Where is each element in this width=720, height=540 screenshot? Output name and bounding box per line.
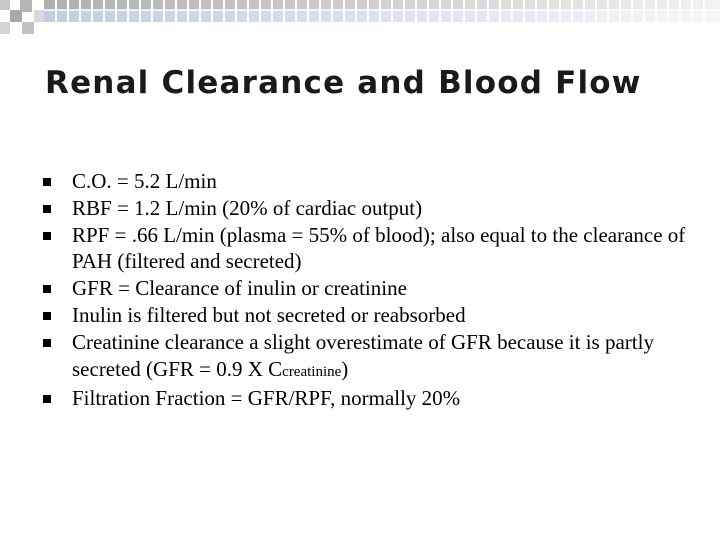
bullet-text: RBF = 1.2 L/min (20% of cardiac output) [72,195,423,220]
square-bullet-icon [43,395,51,403]
bullet-text: C.O. = 5.2 L/min [72,169,217,193]
bullet-item [40,275,700,302]
bullet-list [40,168,700,412]
square-bullet-icon [43,178,51,186]
bullet-item [40,168,700,195]
bullet-subscript: creatinine [282,363,342,380]
bullet-text: Inulin is filtered but not secreted or reabsorbed [72,302,466,327]
square-bullet-icon [43,312,51,320]
square-bullet-icon [43,285,51,293]
bullet-text: RPF = .66 L/min (plasma = 55% of blood); also equal to the clearance of PAH (filtered and secreted) [72,222,686,274]
bullet-text: Creatinine clearance a slight overestimate of GFR because it is partly secreted (GFR = 0.9 X C [72,329,654,381]
square-bullet-icon [43,205,51,213]
bullet-item [40,329,700,386]
bullet-item [40,385,700,412]
square-bullet-icon [43,339,51,347]
bullet-item [40,195,700,222]
bullet-item [40,222,700,276]
checker-decoration [0,0,720,44]
bullet-text: GFR = Clearance of inulin or creatinine [72,276,407,301]
slide-title: Renal Clearance and Blood Flow [45,65,642,101]
square-bullet-icon [43,232,51,240]
bullet-item [40,302,700,329]
bullet-text: Filtration Fraction = GFR/RPF, normally 20% [72,386,461,411]
bullet-text-end: ) [341,356,349,381]
